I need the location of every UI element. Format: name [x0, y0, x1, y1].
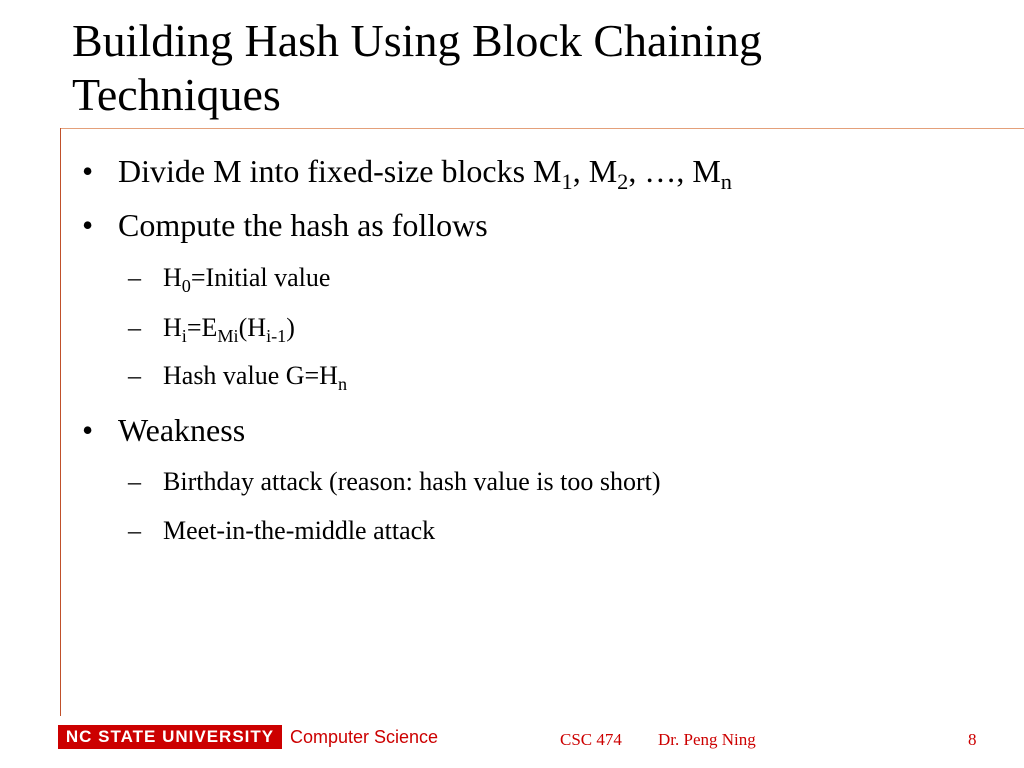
- course-label: CSC 474: [560, 730, 622, 749]
- dash-marker: –: [128, 516, 141, 545]
- sub-bullet-text: Birthday attack (reason: hash value is too short): [163, 467, 661, 496]
- sub-bullet-text: $H_0=Initial$ value: [163, 263, 331, 296]
- left-rule: [60, 128, 61, 716]
- university-logo: NC STATE UNIVERSITY: [58, 725, 282, 749]
- dash-marker: –: [128, 313, 141, 342]
- title-divider: [60, 128, 1024, 129]
- bullet-text: Compute the hash as follows: [118, 207, 488, 243]
- sub-bullet-text: $H_i=E_{Mi}(H_{i-1})$: [163, 313, 295, 346]
- author-label: Dr. Peng Ning: [658, 730, 756, 749]
- bullet-marker: •: [82, 153, 94, 189]
- dash-marker: –: [128, 361, 141, 390]
- page-number: 8: [968, 730, 977, 749]
- bullet-marker: •: [82, 207, 94, 243]
- dash-marker: –: [128, 263, 141, 292]
- bullet-text: Divide M into fixed-size blocks $M_1$, $M_2$, …, $M_n$: [118, 153, 732, 195]
- department-label: Computer Science: [290, 727, 439, 747]
- slide-title: Building Hash Using Block Chaining Techniques: [72, 15, 762, 120]
- sub-bullet-text: Hash value $G=H_n$: [163, 361, 348, 394]
- dash-marker: –: [128, 467, 141, 496]
- sub-bullet-text: Meet-in-the-middle attack: [163, 516, 436, 545]
- bullet-text: Weakness: [118, 412, 246, 448]
- bullet-marker: •: [82, 412, 94, 448]
